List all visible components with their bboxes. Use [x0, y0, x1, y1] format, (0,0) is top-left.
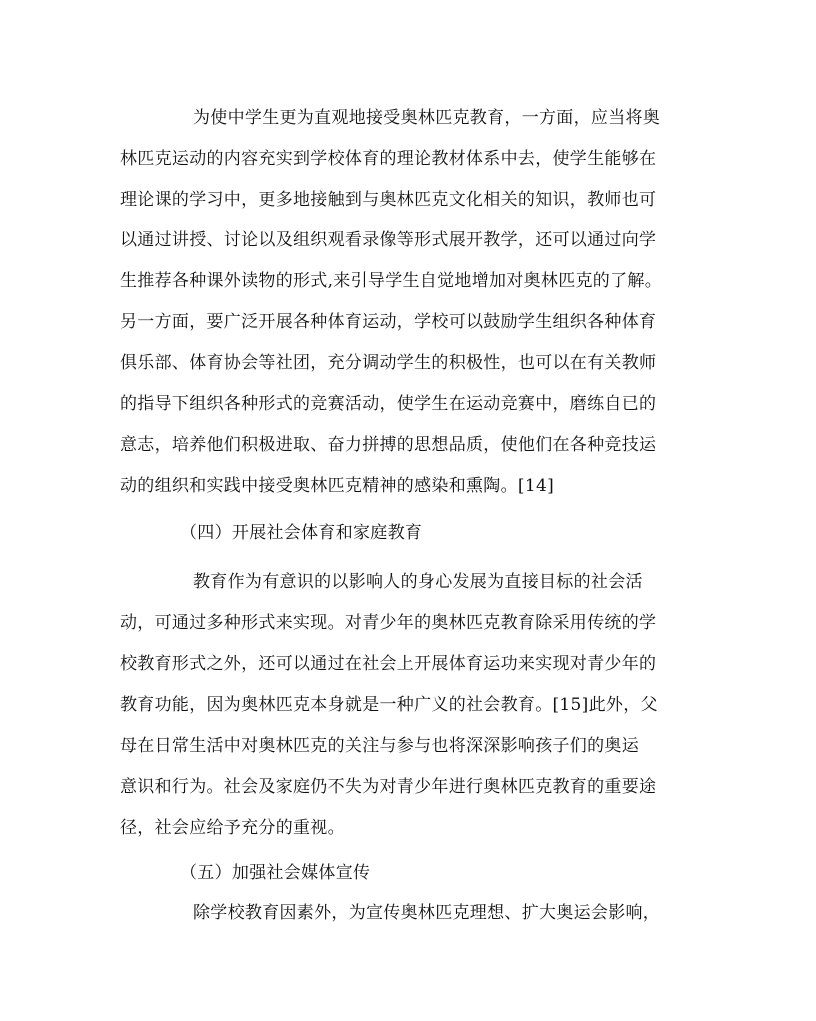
section-heading: （四）开展社会体育和家庭教育	[180, 523, 423, 543]
paragraph-line: 动，可通过多种形式来实现。对青少年的奥林匹克教育除采用传统的学	[120, 613, 657, 633]
paragraph-line: 除学校教育因素外，为宣传奥林匹克理想、扩大奥运会影响，	[193, 903, 661, 923]
paragraph-line: 理论课的学习中，更多地接触到与奥林匹克文化相关的知识，教师也可	[120, 190, 657, 210]
paragraph-line: 的指导下组织各种形式的竞赛活动，使学生在运动竞赛中，磨练自已的	[120, 394, 657, 414]
paragraph-line: 以通过讲授、讨论以及组织观看录像等形式展开教学，还可以通过向学	[120, 230, 657, 250]
section-heading: （五）加强社会媒体宣传	[180, 863, 371, 883]
paragraph-line: 意识和行为。社会及家庭仍不失为对青少年进行奥林匹克教育的重要途	[120, 777, 657, 797]
paragraph-line: 生推荐各种课外读物的形式,来引导学生自觉地增加对奥林匹克的了解。	[120, 271, 663, 291]
paragraph-line: 动的组织和实践中接受奥林匹克精神的感染和熏陶。[14]	[120, 476, 554, 496]
paragraph-line: 为使中学生更为直观地接受奥林匹克教育，一方面，应当将奥	[193, 108, 661, 128]
paragraph-line: 俱乐部、体育协会等社团，充分调动学生的积极性，也可以在有关教师	[120, 353, 657, 373]
paragraph-line: 林匹克运动的内容充实到学校体育的理论教材体系中去，使学生能够在	[120, 149, 657, 169]
paragraph-line: 另一方面，要广泛开展各种体育运动，学校可以鼓励学生组织各种体育	[120, 312, 657, 332]
paragraph-line: 校教育形式之外，还可以通过在社会上开展体育运功来实现对青少年的	[120, 654, 657, 674]
paragraph-line: 母在日常生活中对奥林匹克的关注与参与也将深深影响孩子们的奥运	[120, 736, 639, 756]
paragraph-line: 径，社会应给予充分的重视。	[120, 818, 345, 838]
paragraph-line: 教育功能，因为奥林匹克本身就是一种广义的社会教育。[15]此外，父	[120, 695, 658, 715]
paragraph-line: 意志，培养他们积极进取、奋力拼搏的思想品质，使他们在各种竞技运	[120, 435, 657, 455]
paragraph-line: 教育作为有意识的以影响人的身心发展为直接目标的社会活	[193, 572, 643, 592]
